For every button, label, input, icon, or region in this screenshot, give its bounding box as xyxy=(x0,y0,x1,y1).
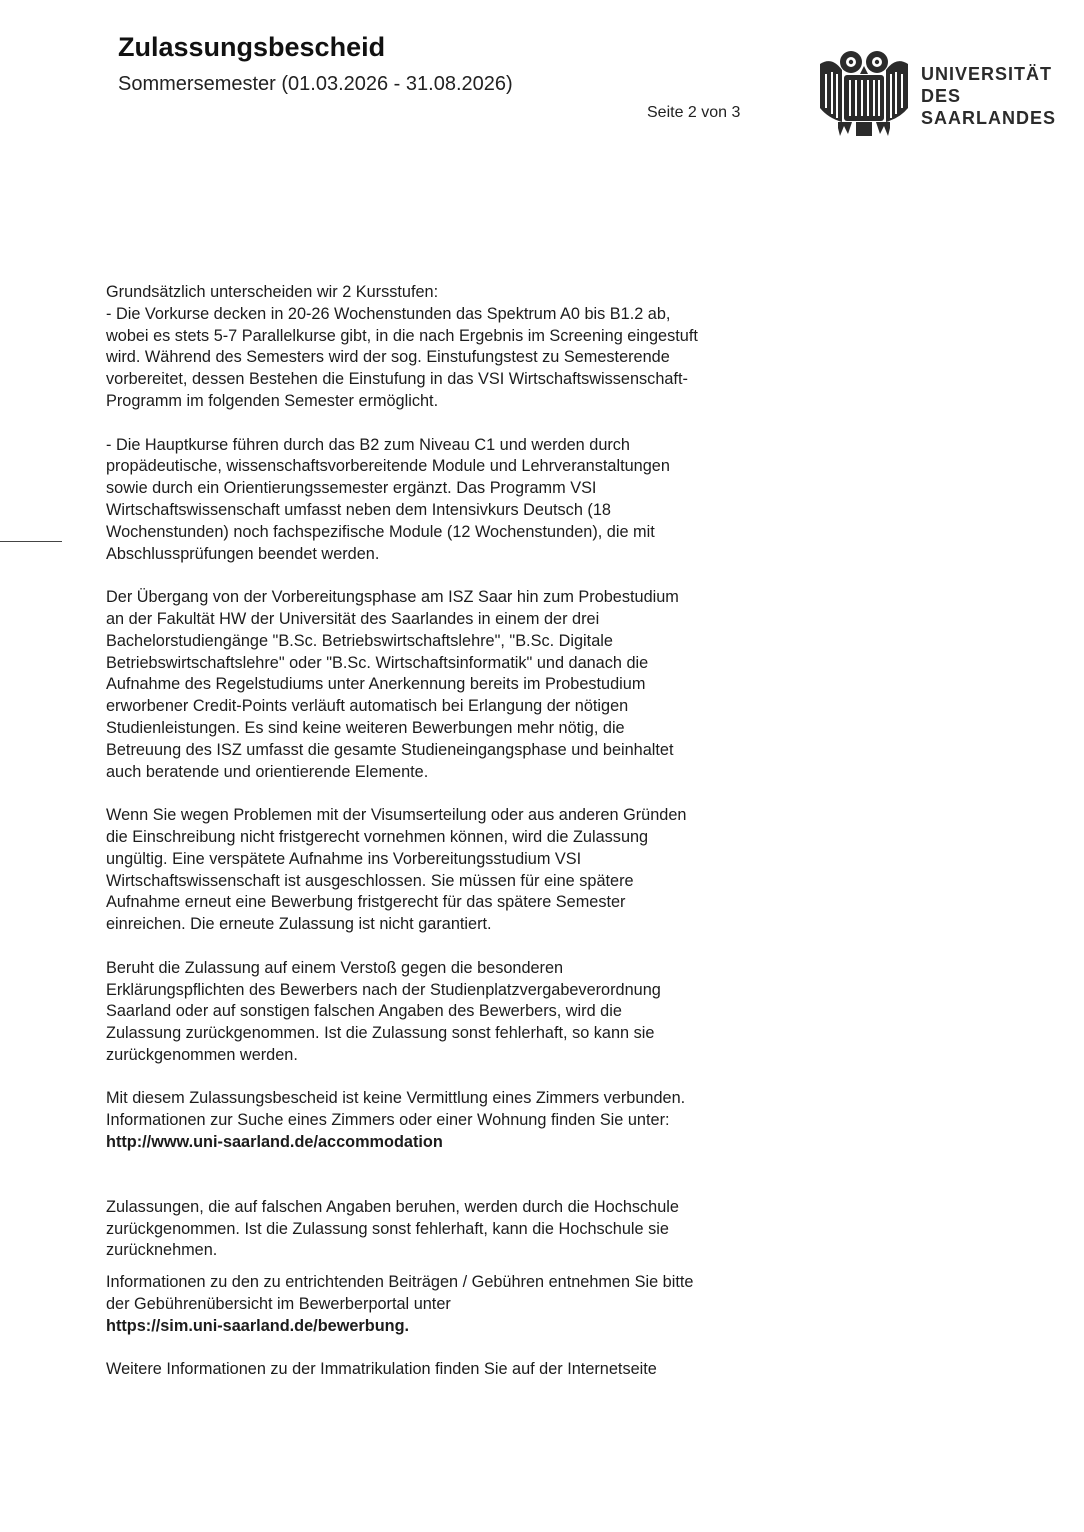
text-line: Erklärungspflichten des Bewerbers nach der Studienplatzvergabeverordnung xyxy=(106,980,661,999)
accommodation-text xyxy=(106,1089,685,1129)
text-line: propädeutische, wissenschaftsvorbereitende Module und Lehrveranstaltungen xyxy=(106,457,670,476)
text-line: Betriebswirtschaftslehre" oder "B.Sc. Wirtschaftsinformatik" und danach die xyxy=(106,653,649,672)
owl-emblem-icon xyxy=(818,48,910,140)
text-line: Betreuung des ISZ umfasst die gesamte Studieneingangsphase und beinhaltet xyxy=(106,740,674,759)
text-line: wobei es stets 5-7 Parallelkurse gibt, in die nach Ergebnis im Screening eingestuft xyxy=(106,326,698,345)
fees-text xyxy=(106,1273,693,1313)
text-line: Grundsätzlich unterscheiden wir 2 Kursstufen: xyxy=(106,283,439,301)
text-line: zurückgenommen werden. xyxy=(106,1045,298,1064)
text-line: Zulassungen, die auf falschen Angaben beruhen, werden durch die Hochschule xyxy=(106,1197,679,1216)
text-line: Wirtschaftswissenschaft umfasst neben dem Intensivkurs Deutsch (18 xyxy=(106,500,611,519)
text-line: Saarland oder auf sonstigen falschen Angaben des Bewerbers, wird die xyxy=(106,1002,622,1021)
text-line: Beruht die Zulassung auf einem Verstoß gegen die besonderen xyxy=(106,958,564,977)
fold-mark xyxy=(0,541,62,542)
text-line: - Die Hauptkurse führen durch das B2 zum Niveau C1 und werden durch xyxy=(106,435,630,454)
text-line: Der Übergang von der Vorbereitungsphase am ISZ Saar hin zum Probestudium xyxy=(106,588,679,607)
fees-link[interactable]: https://sim.uni-saarland.de/bewerbung. xyxy=(106,1316,410,1335)
text-line: Weitere Informationen zu der Immatrikulation finden Sie auf der Internetseite xyxy=(106,1360,657,1379)
paragraph-false-statements xyxy=(106,1197,786,1262)
logo-line-3: SAARLANDES xyxy=(921,108,1057,128)
paragraph-course-levels xyxy=(106,282,786,413)
paragraph-fees xyxy=(106,1272,786,1337)
text-line: Wochenstunden) noch fachspezifische Module (12 Wochenstunden), die mit xyxy=(106,522,655,541)
document-body xyxy=(106,282,786,1381)
text-line: Informationen zur Suche eines Zimmers oder einer Wohnung finden Sie unter: xyxy=(106,1111,670,1130)
text-line: wird. Während des Semesters wird der sog. Einstufungstest zu Semesterende xyxy=(106,348,670,367)
text-line: ungültig. Eine verspätete Aufnahme ins Vorbereitungsstudium VSI xyxy=(106,849,582,868)
text-line: der Gebührenübersicht im Bewerberportal unter xyxy=(106,1295,451,1314)
text-line: Zulassung zurückgenommen. Ist die Zulassung sonst fehlerhaft, so kann sie xyxy=(106,1024,655,1043)
document-title: Zulassungsbescheid xyxy=(118,32,386,62)
text-line: erworbener Credit-Points verläuft automatisch bei Erlangung der nötigen xyxy=(106,697,629,716)
text-line: zurücknehmen. xyxy=(106,1241,218,1260)
paragraph-visa-problems xyxy=(106,805,786,936)
paragraph-immatriculation xyxy=(106,1359,786,1381)
logo-line-1: UNIVERSITÄT xyxy=(921,64,1053,84)
logo-line-2: DES xyxy=(921,86,962,106)
text-line: sowie durch ein Orientierungssemester ergänzt. Das Programm VSI xyxy=(106,479,597,498)
text-line: Wirtschaftswissenschaft ist ausgeschlossen. Sie müssen für eine spätere xyxy=(106,871,634,890)
university-name xyxy=(921,63,1056,129)
text-line: Abschlussprüfungen beendet werden. xyxy=(106,544,380,563)
text-line: Mit diesem Zulassungsbescheid ist keine Vermittlung eines Zimmers verbunden. xyxy=(106,1089,686,1108)
paragraph-main-courses xyxy=(106,435,786,566)
text-line: an der Fakultät HW der Universität des Saarlandes in einem der drei xyxy=(106,609,600,628)
text-line: Informationen zu den zu entrichtenden Beiträgen / Gebühren entnehmen Sie bitte xyxy=(106,1273,694,1292)
text-line: Aufnahme erneut eine Bewerbung fristgerecht für das spätere Semester xyxy=(106,893,626,912)
paragraph-accommodation xyxy=(106,1088,786,1153)
text-line: Wenn Sie wegen Problemen mit der Visumserteilung oder aus anderen Gründen xyxy=(106,806,687,825)
page-number: Seite 2 von 3 xyxy=(647,104,741,121)
paragraph-violation xyxy=(106,958,786,1067)
text-line: - Die Vorkurse decken in 20-26 Wochenstunden das Spektrum A0 bis B1.2 ab, xyxy=(106,304,671,323)
semester-subtitle: Sommersemester (01.03.2026 - 31.08.2026) xyxy=(118,73,513,95)
accommodation-link[interactable]: http://www.uni-saarland.de/accommodation xyxy=(106,1133,443,1152)
text-line: die Einschreibung nicht fristgerecht vornehmen können, wird die Zulassung xyxy=(106,827,649,846)
text-line: Programm im folgenden Semester ermöglicht. xyxy=(106,391,439,410)
university-logo xyxy=(818,48,1058,143)
text-line: Studienleistungen. Es sind keine weiteren Bewerbungen mehr nötig, die xyxy=(106,718,625,737)
paragraph-transition xyxy=(106,587,786,783)
text-line: Bachelorstudiengänge "B.Sc. Betriebswirtschaftslehre", "B.Sc. Digitale xyxy=(106,631,613,650)
text-line: Aufnahme des Regelstudiums unter Anerkennung bereits im Probestudium xyxy=(106,675,646,694)
text-line: auch beratende und orientierende Elemente. xyxy=(106,762,429,781)
text-line: vorbereitet, dessen Bestehen die Einstufung in das VSI Wirtschaftswissenschaft- xyxy=(106,370,688,389)
text-line: zurückgenommen. Ist die Zulassung sonst fehlerhaft, kann die Hochschule sie xyxy=(106,1219,669,1238)
text-line: einreichen. Die erneute Zulassung ist nicht garantiert. xyxy=(106,915,492,934)
